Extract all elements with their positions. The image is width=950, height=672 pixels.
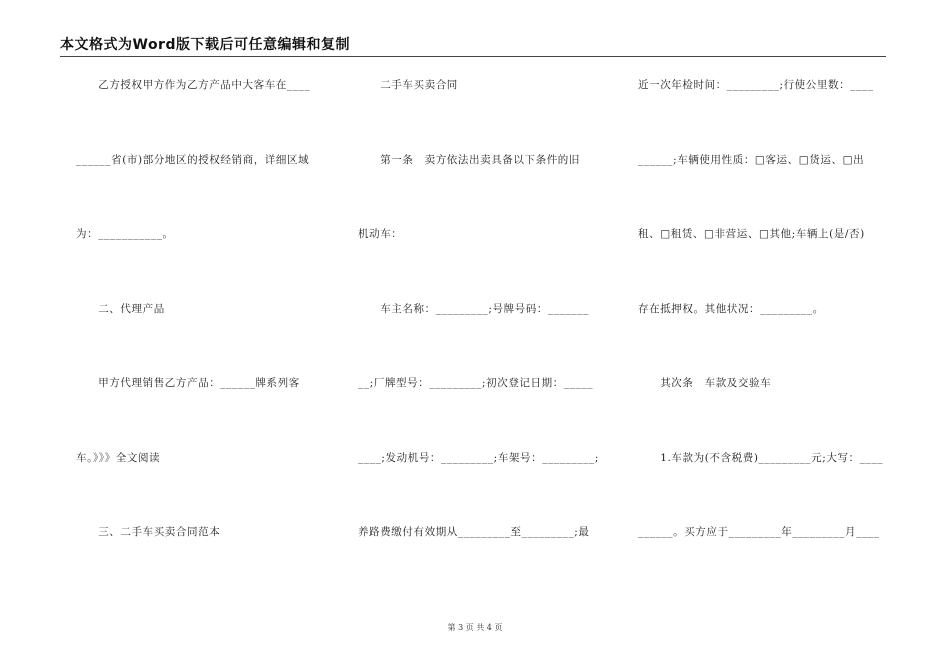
text-line: __;厂牌型号：_________;初次登记日期：_____	[358, 377, 594, 389]
document-header	[60, 34, 886, 57]
text-line: 甲方代理销售乙方产品：______牌系列客	[76, 377, 300, 389]
text-line: 三、二手车买卖合同范本	[76, 526, 221, 538]
text-line: 为：___________。	[76, 228, 174, 240]
text-line: ____;发动机号：_________;车架号：_________;	[358, 451, 600, 464]
text-line: ______;车辆使用性质：□客运、□货运、□出	[638, 153, 865, 166]
text-line: 第一条 卖方依法出卖具备以下条件的旧	[358, 153, 580, 166]
text-line: ______省(市)部分地区的授权经销商，详细区域	[76, 153, 310, 166]
text-line: 二、代理产品	[76, 302, 165, 315]
text-line: 其次条 车款及交验车	[638, 377, 772, 389]
text-line: 机动车：	[358, 228, 403, 240]
text-column-right	[638, 62, 888, 584]
text-line: 近一次年检时间：_________;行使公里数：____	[638, 79, 874, 91]
text-line: 养路费缴付有效期从_________至_________;最	[358, 526, 590, 538]
text-line: ______。买方应于_________年_________月____	[638, 526, 880, 538]
text-column-middle	[358, 62, 608, 584]
text-line: 乙方授权甲方作为乙方产品中大客车在____	[76, 79, 311, 91]
text-line: 二手车买卖合同	[358, 79, 458, 91]
text-line: 租、□租赁、□非营运、□其他;车辆上(是/否)	[638, 228, 865, 240]
text-line: 车主名称：_________;号牌号码：_______	[358, 302, 589, 315]
header-title: 本文格式为Word版下载后可任意编辑和复制	[60, 37, 350, 53]
text-line: 1.车款为(不含税费)_________元;大写：____	[638, 451, 884, 464]
text-column-left	[76, 62, 326, 584]
read-more-link[interactable]: 车。》》》全文阅读	[76, 451, 161, 464]
page-number: 第 3 页 共 4 页	[447, 623, 503, 632]
text-line: 存在抵押权。其他状况：_________。	[638, 302, 824, 315]
